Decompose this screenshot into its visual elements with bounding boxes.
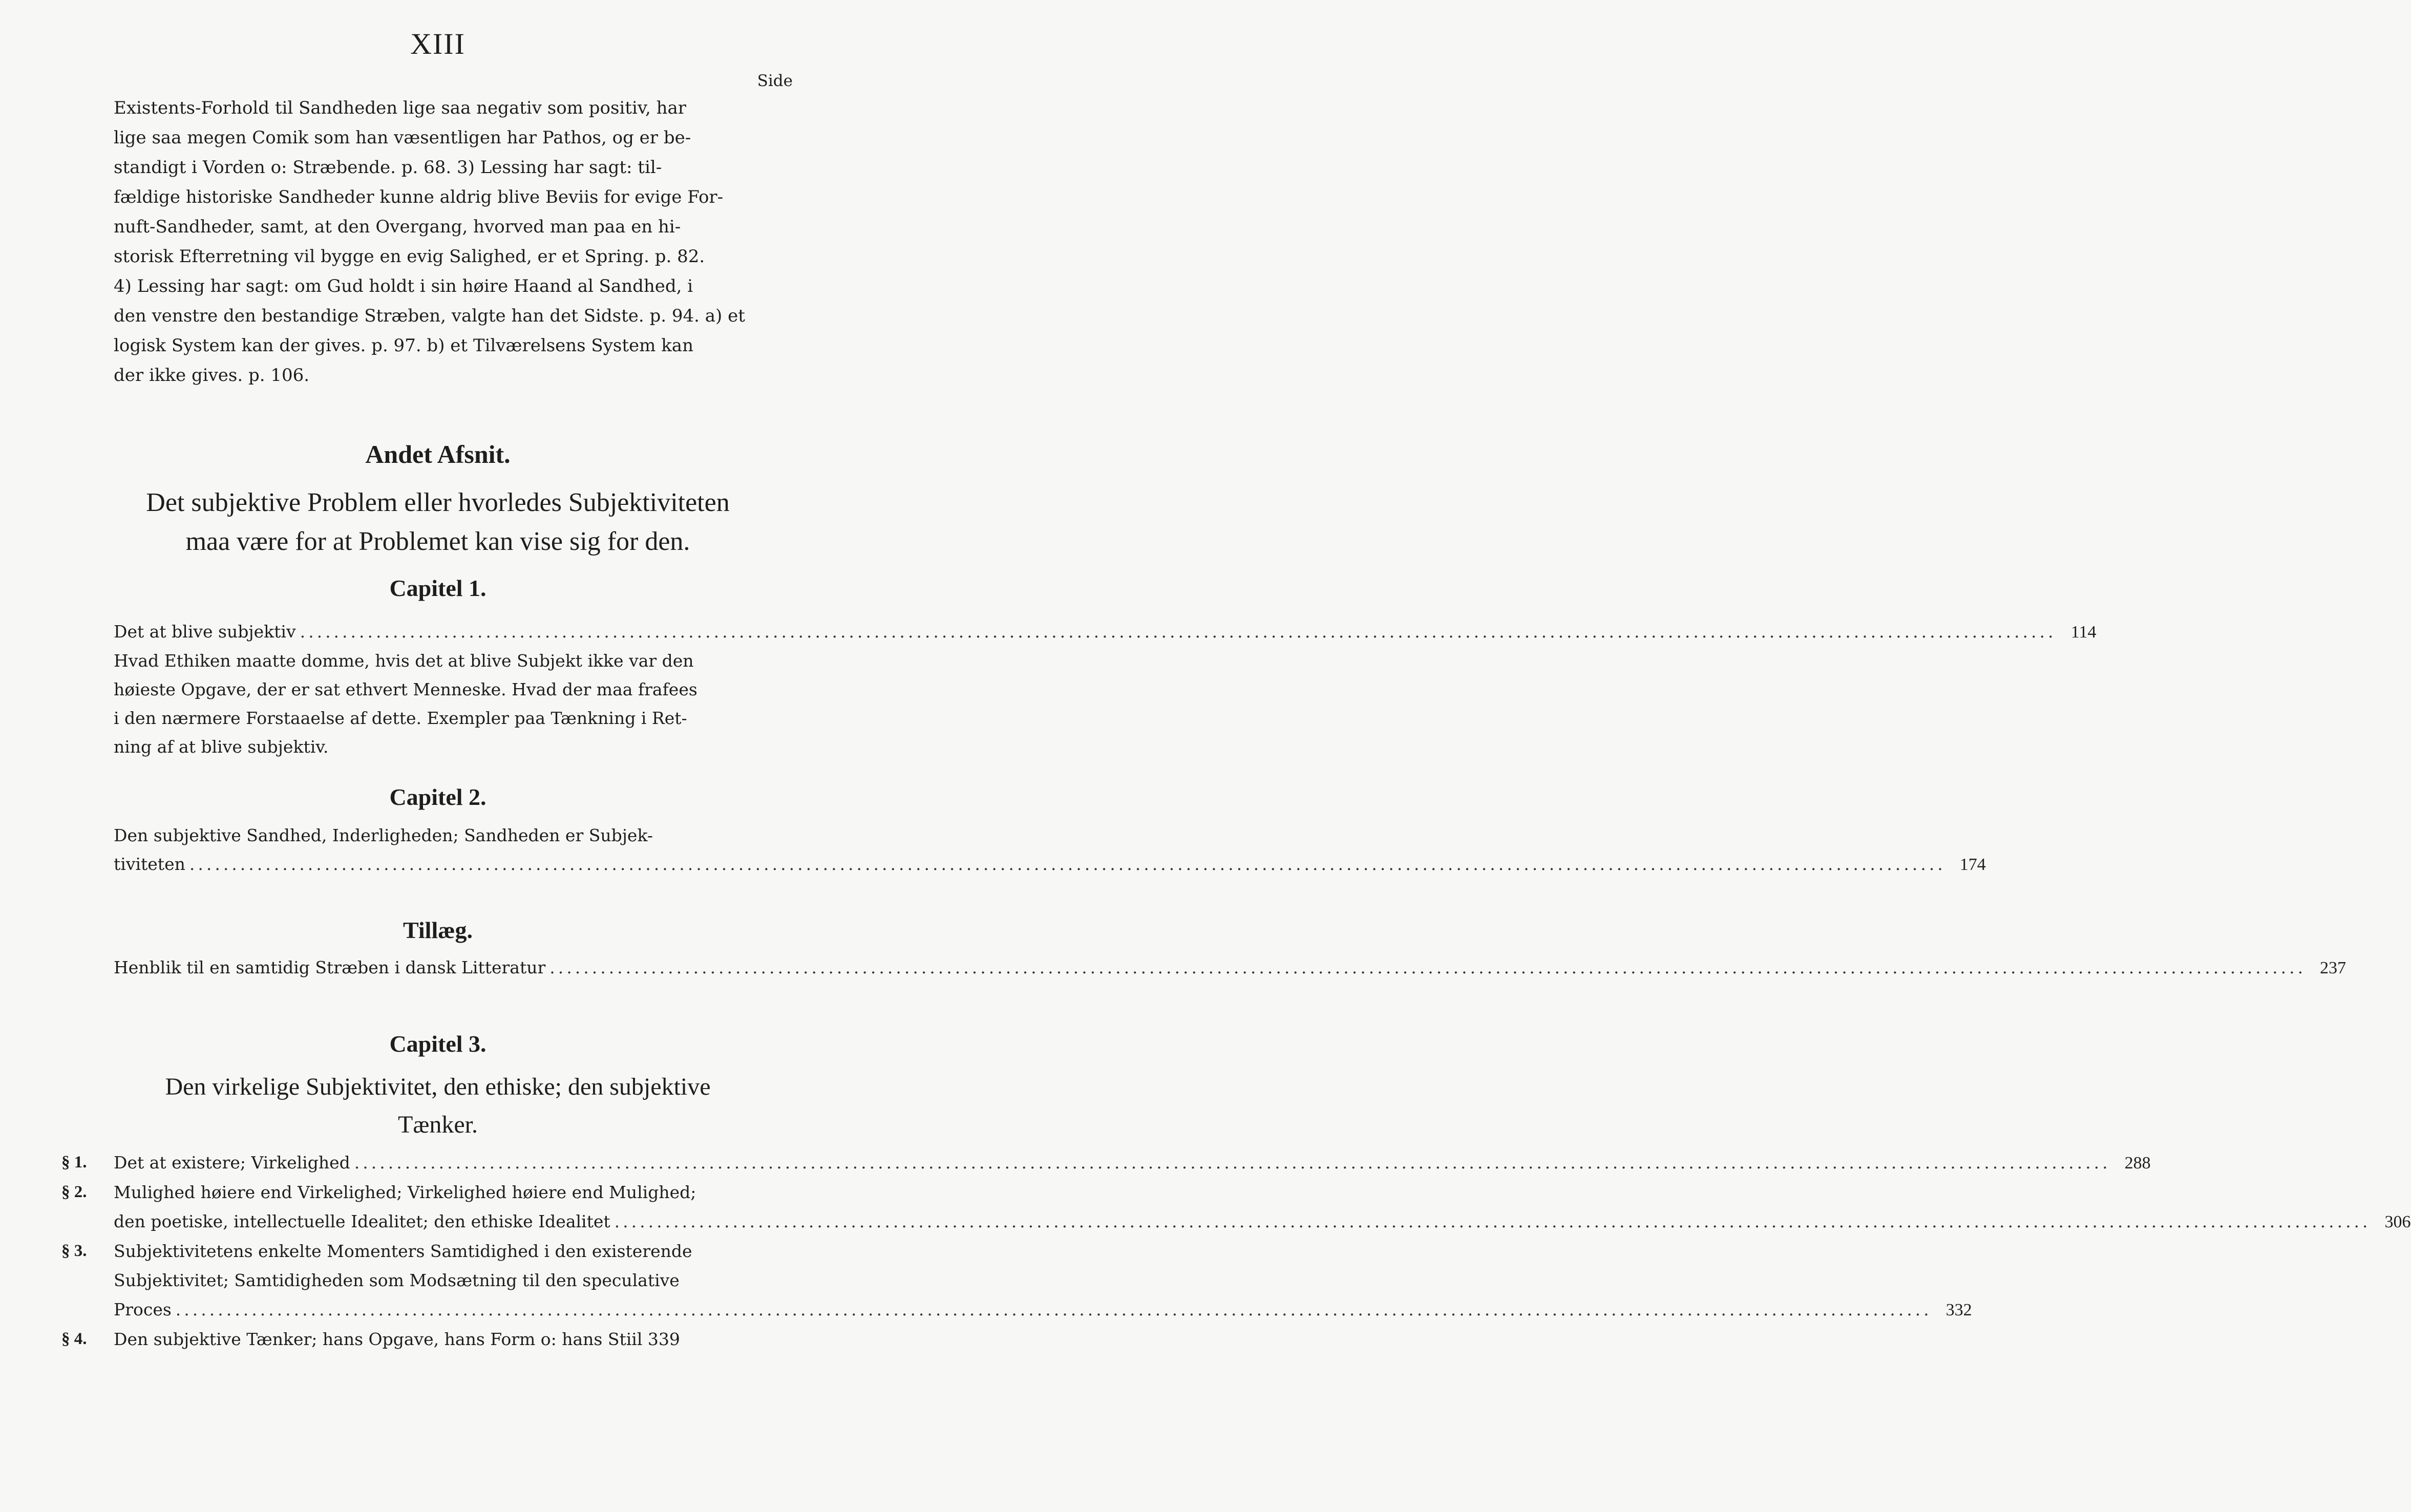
dot-leader bbox=[615, 1207, 2371, 1236]
chapter-1-desc-line: høieste Opgave, der er sat ethvert Menneske. Hvad der maa frafees bbox=[114, 679, 697, 699]
chapter-1-desc-line: ning af at blive subjektiv. bbox=[114, 737, 329, 757]
section-title: Subjektivitetens enkelte Momenters Samtidighed i den existerende bbox=[114, 1241, 692, 1261]
intro-line: storisk Efterretning vil bygge en evig Salighed, er et Spring. p. 82. bbox=[114, 246, 705, 267]
dot-leader bbox=[300, 617, 2057, 646]
section-page: 288 bbox=[2124, 1154, 2151, 1173]
chapter-1-entry bbox=[114, 617, 2097, 761]
appendix-entry bbox=[114, 953, 2346, 983]
toc-entry-page: 237 bbox=[2320, 959, 2346, 977]
intro-line: standigt i Vorden o: Stræbende. p. 68. 3) Lessing har sagt: til- bbox=[114, 157, 662, 178]
toc-entry-title: tiviteten bbox=[114, 854, 185, 874]
intro-line: 4) Lessing har sagt: om Gud holdt i sin høire Haand al Sandhed, i bbox=[114, 276, 693, 296]
section-page: 306 bbox=[2384, 1212, 2411, 1231]
chapter-3-subtitle-line: Tænker. bbox=[398, 1111, 478, 1138]
section-title: Subjektivitet; Samtidigheden som Modsætning til den speculative bbox=[114, 1270, 680, 1290]
intro-line: den venstre den bestandige Stræben, valgte han det Sidste. p. 94. a) et bbox=[114, 306, 745, 326]
intro-paragraph bbox=[114, 93, 782, 390]
part-heading: Andet Afsnit. bbox=[365, 440, 511, 468]
section-number: § 1. bbox=[61, 1153, 87, 1172]
appendix-heading: Tillæg. bbox=[403, 917, 473, 943]
part-subtitle-line: maa være for at Problemet kan vise sig for den. bbox=[185, 527, 690, 556]
toc-entry bbox=[114, 953, 2346, 983]
toc-entry-page: 174 bbox=[1959, 855, 1986, 874]
section-title: den poetiske, intellectuelle Idealitet; den ethiske Idealitet bbox=[114, 1211, 610, 1231]
section-number: § 4. bbox=[61, 1330, 87, 1348]
chapter-3-sections bbox=[61, 1148, 2411, 1354]
intro-line: fældige historiske Sandheder kunne aldrig blive Beviis for evige For- bbox=[114, 187, 724, 207]
section-entry bbox=[61, 1237, 1972, 1325]
toc-entry bbox=[114, 1207, 2411, 1237]
section-number: § 3. bbox=[61, 1242, 87, 1260]
chapter-3-subtitle bbox=[0, 1068, 876, 1144]
chapter-2-entry bbox=[114, 821, 1986, 879]
section-title: Det at existere; Virkelighed bbox=[114, 1153, 350, 1173]
page-column-label: Side bbox=[757, 72, 793, 90]
section-title: Mulighed høiere end Virkelighed; Virkelighed høiere end Mulighed; bbox=[114, 1182, 696, 1202]
chapter-3-subtitle-line: Den virkelige Subjektivitet, den ethiske; den subjektive bbox=[165, 1073, 711, 1100]
part-subtitle bbox=[0, 483, 876, 561]
section-title: Den subjektive Tænker; hans Opgave, hans Form o: hans Stiil 339 bbox=[114, 1329, 680, 1349]
toc-entry-page: 114 bbox=[2070, 623, 2097, 642]
section-title: Proces bbox=[114, 1300, 172, 1319]
section-number: § 2. bbox=[61, 1183, 87, 1201]
dot-leader bbox=[549, 953, 2306, 982]
section-entry bbox=[61, 1148, 2151, 1178]
dot-leader bbox=[176, 1295, 1932, 1324]
section-entry bbox=[61, 1325, 782, 1354]
intro-line: lige saa megen Comik som han væsentligen har Pathos, og er be- bbox=[114, 127, 691, 148]
chapter-2-heading: Capitel 2. bbox=[389, 784, 487, 810]
page-number: XIII bbox=[410, 27, 466, 60]
toc-entry-title: Henblik til en samtidig Stræben i dansk Litteratur bbox=[114, 957, 546, 977]
section-entry bbox=[61, 1178, 2411, 1237]
toc-entry bbox=[114, 617, 2097, 647]
intro-line: logisk System kan der gives. p. 97. b) et Tilværelsens System kan bbox=[114, 335, 693, 356]
chapter-3-heading: Capitel 3. bbox=[389, 1031, 487, 1057]
toc-entry bbox=[114, 1295, 1972, 1325]
toc-entry bbox=[114, 1148, 2151, 1178]
chapter-1-desc-line: i den nærmere Forstaaelse af dette. Exempler paa Tænkning i Ret- bbox=[114, 708, 687, 728]
part-subtitle-line: Det subjektive Problem eller hvorledes Subjektiviteten bbox=[146, 488, 730, 517]
section-page: 332 bbox=[1945, 1301, 1972, 1319]
dot-leader bbox=[354, 1148, 2111, 1177]
toc-entry bbox=[114, 850, 1986, 879]
chapter-1-heading: Capitel 1. bbox=[389, 575, 487, 601]
chapter-1-desc-line: Hvad Ethiken maatte domme, hvis det at blive Subjekt ikke var den bbox=[114, 651, 694, 671]
intro-line: nuft-Sandheder, samt, at den Overgang, hvorved man paa en hi- bbox=[114, 217, 681, 237]
intro-line: der ikke gives. p. 106. bbox=[114, 365, 310, 386]
toc-entry-title: Den subjektive Sandhed, Inderligheden; Sandheden er Subjek- bbox=[114, 825, 653, 845]
toc-entry-title: Det at blive subjektiv bbox=[114, 622, 296, 642]
intro-line: Existents-Forhold til Sandheden lige saa negativ som positiv, har bbox=[114, 98, 687, 118]
dot-leader bbox=[189, 850, 1946, 879]
